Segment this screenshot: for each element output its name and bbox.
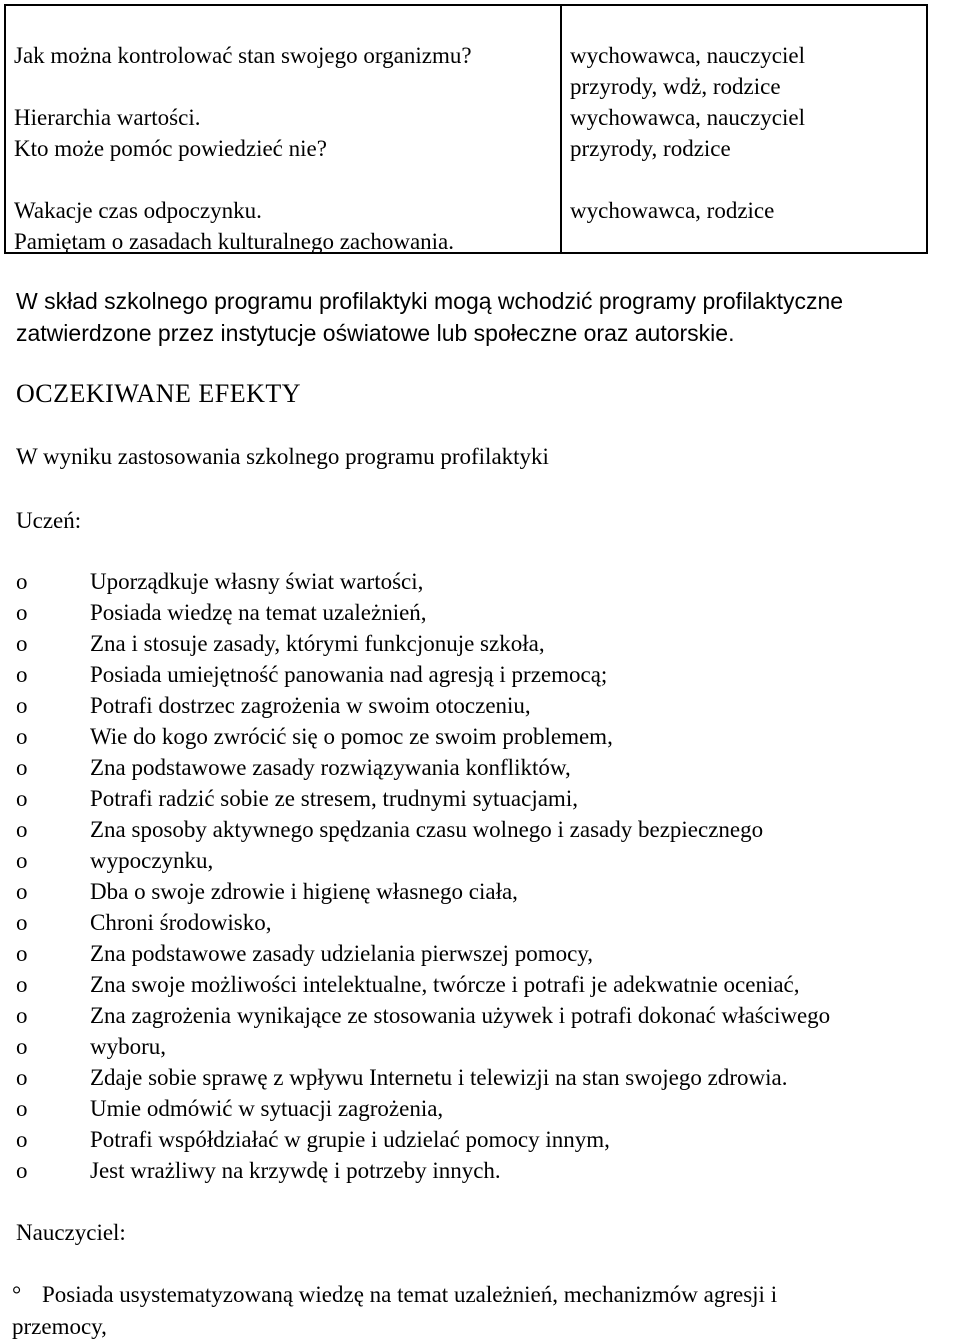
list-item [16,597,830,628]
list-item [16,566,830,597]
list-item [16,783,830,814]
responsible-line: wychowawca, rodzice [570,198,775,223]
lead-sentence: W wyniku zastosowania szkolnego programu profilaktyki [16,444,549,469]
list-item-text: Dba o swoje zdrowie i higienę własnego ciała, [90,879,518,904]
list-item [16,1031,830,1062]
list-item [16,752,830,783]
list-bullet: o [16,755,28,780]
list-bullet: o [16,1034,28,1059]
list-item-text: Zna zagrożenia wynikające ze stosowania używek i potrafi dokonać właściwego [90,1003,831,1028]
list-item-text: Zdaje sobie sprawę z wpływu Internetu i telewizji na stan swojego zdrowia. [90,1065,788,1090]
list-item [16,1062,830,1093]
list-item-text: wyboru, [90,1034,167,1059]
list-item-text: Zna i stosuje zasady, którymi funkcjonuje szkoła, [90,631,545,656]
list-item-text: Potrafi dostrzec zagrożenia w swoim otoczeniu, [90,693,531,718]
list-item [16,969,830,1000]
list-item-text: Wie do kogo zwrócić się o pomoc ze swoim problemem, [90,724,613,749]
degree-bullet: ° [12,1282,22,1307]
intro-line: zatwierdzone przez instytucje oświatowe lub społeczne oraz autorskie. [16,320,735,346]
topic-line: Hierarchia wartości. [14,105,201,130]
list-bullet: o [16,631,28,656]
nauczyciel-item-line: Posiada usystematyzowaną wiedzę na temat uzależnień, mechanizmów agresji i [42,1282,778,1307]
list-bullet: o [16,600,28,625]
topic-line: Wakacje czas odpoczynku. [14,198,262,223]
list-bullet: o [16,1127,28,1152]
list-item-text: Uporządkuje własny świat wartości, [90,569,424,594]
list-bullet: o [16,1158,28,1183]
topic-spacer [14,71,560,102]
topic-line: Pamiętam o zasadach kulturalnego zachowania. [14,229,455,254]
responsible-line: przyrody, wdż, rodzice [570,74,781,99]
nauczyciel-label: Nauczyciel: [16,1220,126,1245]
list-item-text: Zna swoje możliwości intelektualne, twórcze i potrafi je adekwatnie oceniać, [90,972,800,997]
list-bullet: o [16,941,28,966]
list-item-text: Jest wrażliwy na krzywdę i potrzeby innych. [90,1158,501,1183]
list-item [16,845,830,876]
list-bullet: o [16,724,28,749]
list-bullet: o [16,910,28,935]
list-bullet: o [16,786,28,811]
table-cell-responsible [562,6,926,252]
list-item [16,814,830,845]
list-item-text: Zna sposoby aktywnego spędzania czasu wolnego i zasady bezpiecznego [90,817,764,842]
list-item-text: Chroni środowisko, [90,910,272,935]
list-item-text: Posiada wiedzę na temat uzależnień, [90,600,427,625]
list-item-text: Zna podstawowe zasady rozwiązywania konfliktów, [90,755,571,780]
uczen-list [16,566,830,1186]
nauczyciel-item-line: przemocy, [12,1314,107,1339]
list-item [16,876,830,907]
responsible-spacer [570,164,926,195]
list-bullet: o [16,693,28,718]
list-item [16,1093,830,1124]
list-bullet: o [16,817,28,842]
list-bullet: o [16,1003,28,1028]
list-item [16,1000,830,1031]
list-bullet: o [16,848,28,873]
uczen-label: Uczeń: [16,508,82,533]
list-item-text: Potrafi radzić sobie ze stresem, trudnymi sytuacjami, [90,786,578,811]
list-item [16,659,830,690]
list-item [16,690,830,721]
list-item-text: Posiada umiejętność panowania nad agresją i przemocą; [90,662,608,687]
responsible-line: wychowawca, nauczyciel [570,105,805,130]
list-bullet: o [16,569,28,594]
topic-line: Jak można kontrolować stan swojego organizmu? [14,43,472,68]
list-item [16,938,830,969]
list-bullet: o [16,662,28,687]
responsibility-table [4,4,928,254]
list-bullet: o [16,972,28,997]
list-bullet: o [16,1096,28,1121]
intro-paragraph [16,285,936,349]
list-item-text: Potrafi współdziałać w grupie i udzielać pomocy innym, [90,1127,610,1152]
table-cell-topics [6,6,562,252]
topic-spacer [14,164,560,195]
list-item [16,1155,830,1186]
list-item [16,721,830,752]
responsible-line: przyrody, rodzice [570,136,731,161]
list-item-text: Umie odmówić w sytuacji zagrożenia, [90,1096,444,1121]
list-item [16,1124,830,1155]
section-heading: OCZEKIWANE EFEKTY [16,379,302,408]
nauczyciel-item [12,1279,942,1343]
list-bullet: o [16,1065,28,1090]
list-item [16,628,830,659]
list-item-text: Zna podstawowe zasady udzielania pierwszej pomocy, [90,941,594,966]
list-item [16,907,830,938]
intro-line: W skład szkolnego programu profilaktyki mogą wchodzić programy profilaktyczne [16,288,844,314]
list-item-text: wypoczynku, [90,848,214,873]
topic-line: Kto może pomóc powiedzieć nie? [14,136,327,161]
responsible-line: wychowawca, nauczyciel [570,43,805,68]
list-bullet: o [16,879,28,904]
